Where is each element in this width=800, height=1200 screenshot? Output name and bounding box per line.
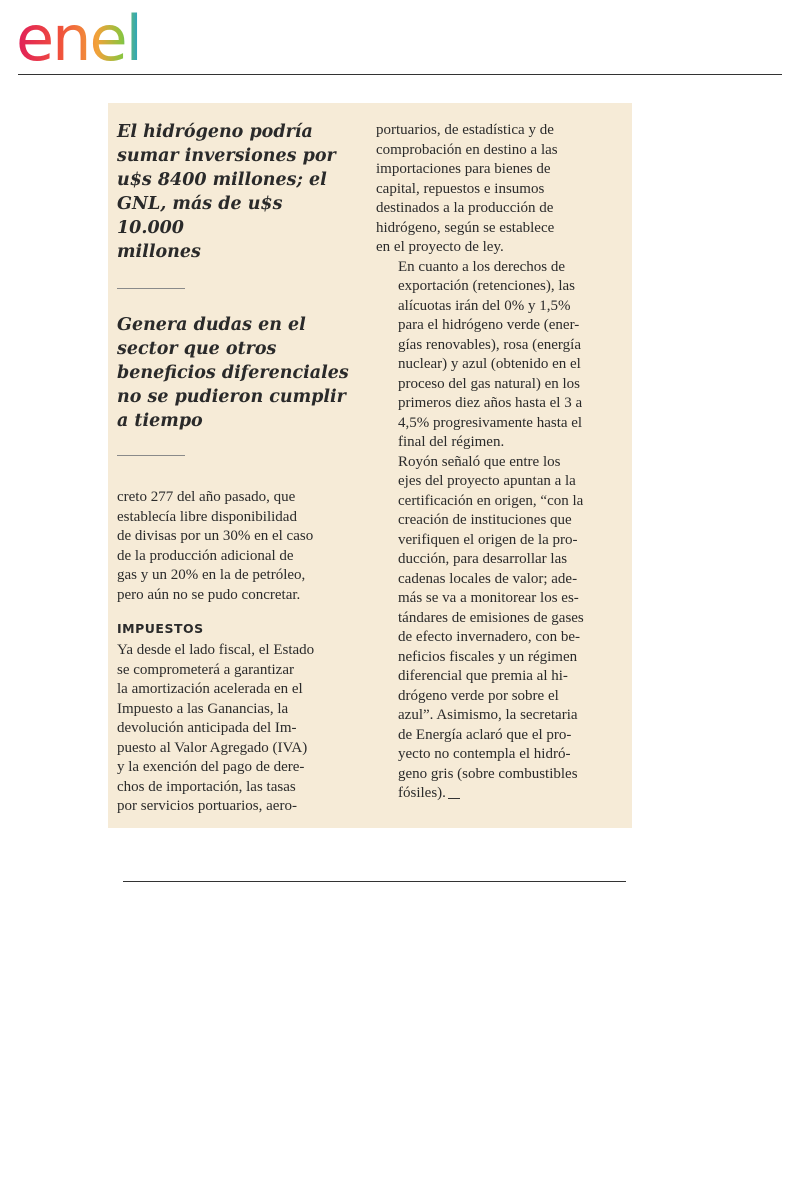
text-line: El hidrógeno podría: [117, 122, 313, 142]
text-line: GNL, más de u$s 10.000: [117, 194, 283, 238]
text-line: hidrógeno, según se establece: [376, 219, 555, 236]
text-line: de divisas por un 30% en el caso: [117, 528, 314, 544]
text-line: certificación en origen, “con la: [398, 492, 584, 509]
text-line: se comprometerá a garantizar: [117, 661, 294, 678]
text-line: neficios fiscales y un régimen: [398, 648, 578, 665]
text-line: exportación (retenciones), las: [398, 278, 576, 294]
text-line: millones: [117, 242, 201, 262]
text-line: por servicios portuarios, aero-: [117, 798, 297, 814]
text-line: para el hidrógeno verde (ener-: [398, 317, 580, 333]
left-column: [117, 103, 350, 817]
text-line: gas y un 20% en la de petróleo,: [117, 567, 306, 583]
text-line: geno gris (sobre combustibles: [398, 765, 578, 782]
text-line: yecto no contempla el hidró-: [398, 746, 571, 762]
text-line: destinados a la producción de: [376, 200, 554, 216]
text-line: creación de instituciones que: [398, 512, 572, 528]
right-column: [376, 103, 625, 804]
headline-2: [117, 313, 350, 433]
text-line: Royón señaló que entre los: [398, 453, 561, 470]
text-line: de Energía aclaró que el pro-: [398, 726, 572, 743]
separator: [117, 455, 185, 456]
enel-logo: [16, 4, 186, 70]
text-line: portuarios, de estadística y de: [376, 122, 554, 138]
text-line: ejes del proyecto apuntan a la: [398, 473, 576, 489]
right-paragraph-1: [376, 121, 625, 258]
headline-1: [117, 120, 350, 264]
text-line: Genera dudas en el: [117, 315, 306, 335]
text-line: sumar inversiones por: [117, 146, 336, 166]
text-line: en el proyecto de ley.: [376, 239, 504, 255]
text-line: u$s 8400 millones; el: [117, 170, 327, 190]
newspaper-clipping: [108, 103, 632, 828]
text-line: En cuanto a los derechos de: [398, 258, 566, 275]
right-paragraph-3: [376, 453, 625, 804]
text-line: devolución anticipada del Im-: [117, 720, 297, 736]
text-line: alícuotas irán del 0% y 1,5%: [398, 297, 571, 314]
text-line: 4,5% progresivamente hasta el: [398, 414, 583, 431]
text-line: chos de importación, las tasas: [117, 778, 296, 795]
text-line: verifiquen el origen de la pro-: [398, 531, 578, 548]
text-line: azul”. Asimismo, la secretaria: [398, 707, 578, 723]
text-line: pero aún no se pudo concretar.: [117, 586, 301, 603]
text-line: sector que otros: [117, 339, 277, 359]
text-line: comprobación en destino a las: [376, 141, 558, 158]
left-paragraph-1: [117, 488, 350, 605]
text-line: ducción, para desarrollar las: [398, 551, 568, 567]
subheading: IMPUESTOS: [117, 621, 204, 636]
text-line: proceso del gas natural) en los: [398, 375, 581, 392]
text-line: final del régimen.: [398, 434, 505, 450]
text-line: nuclear) y azul (obtenido en el: [398, 356, 581, 372]
text-line: diferencial que premia al hi-: [398, 668, 568, 684]
text-line: creto 277 del año pasado, que: [117, 489, 296, 505]
text-line: importaciones para bienes de: [376, 161, 551, 177]
text-line: Impuesto a las Ganancias, la: [117, 700, 289, 717]
text-line: de efecto invernadero, con be-: [398, 629, 580, 645]
footer-rule: [123, 881, 626, 882]
text-line: puesto al Valor Agregado (IVA): [117, 739, 308, 756]
text-line: drógeno verde por sobre el: [398, 687, 559, 704]
header-rule: [18, 74, 782, 75]
text-line: gías renovables), rosa (energía: [398, 336, 581, 353]
text-line: tándares de emisiones de gases: [398, 609, 584, 626]
right-paragraph-2: [376, 258, 625, 453]
text-line: primeros diez años hasta el 3 a: [398, 395, 583, 411]
separator: [117, 288, 185, 289]
text-line: más se va a monitorear los es-: [398, 590, 579, 606]
text-line: de la producción adicional de: [117, 547, 294, 564]
end-mark: [448, 798, 460, 799]
text-line: y la exención del pago de dere-: [117, 759, 305, 775]
text-line: Ya desde el lado fiscal, el Estado: [117, 642, 315, 658]
svg-text:enel: enel: [16, 4, 141, 70]
left-paragraph-2: [117, 641, 350, 817]
text-line: establecía libre disponibilidad: [117, 508, 297, 525]
text-line: cadenas locales de valor; ade-: [398, 570, 578, 587]
text-line: fósiles).: [376, 784, 625, 804]
text-line: no se pudieron cumplir: [117, 387, 346, 407]
text-line: la amortización acelerada en el: [117, 681, 303, 697]
text-line: beneficios diferenciales: [117, 363, 349, 383]
text-line: capital, repuestos e insumos: [376, 180, 545, 197]
text-line: a tiempo: [117, 411, 203, 431]
enel-logo-icon: [16, 4, 186, 70]
